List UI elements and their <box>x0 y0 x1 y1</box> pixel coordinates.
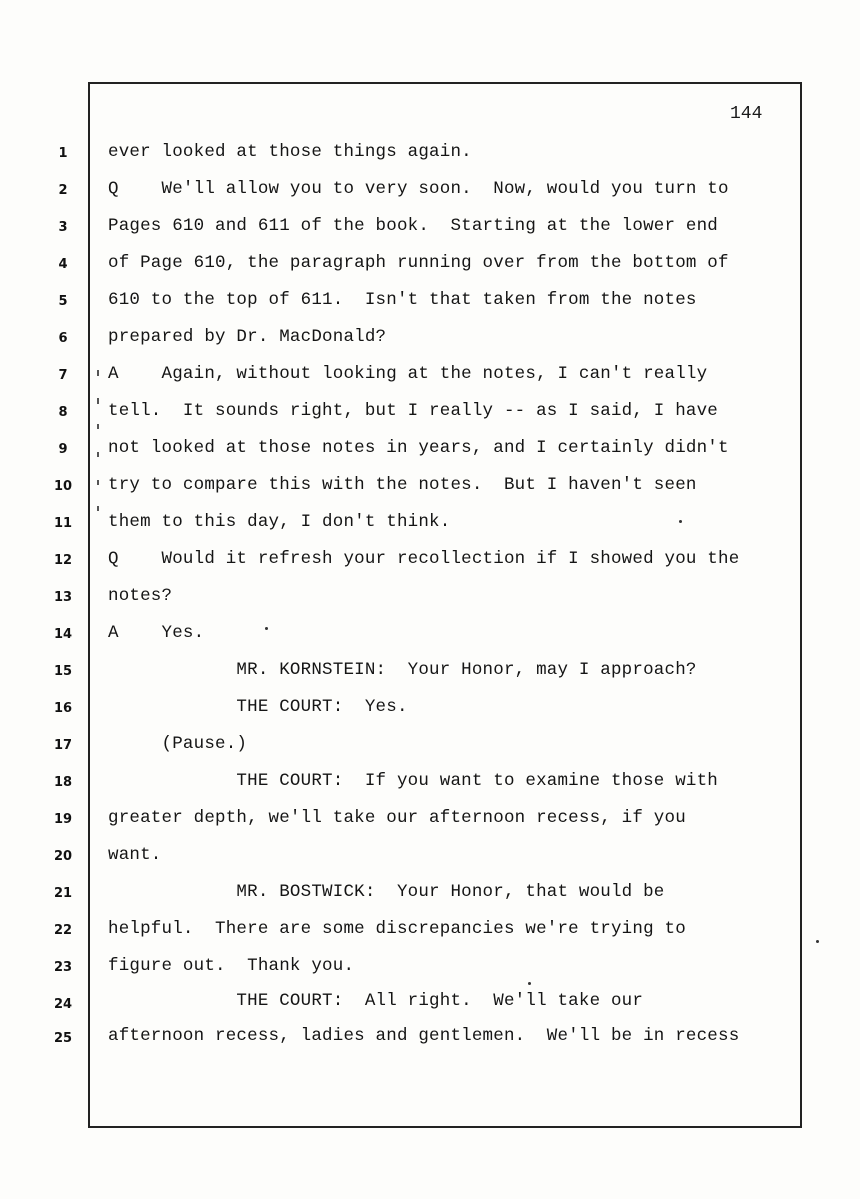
line-text: MR. BOSTWICK: Your Honor, that would be <box>108 882 665 902</box>
line-number: 6 <box>58 331 68 346</box>
margin-mark <box>97 452 99 457</box>
scan-speck <box>816 940 819 943</box>
line-text: A Again, without looking at the notes, I can't really <box>108 364 708 384</box>
line-text: try to compare this with the notes. But I haven't seen <box>108 475 697 495</box>
line-number: 16 <box>53 701 73 716</box>
line-text: figure out. Thank you. <box>108 956 355 976</box>
line-text: A Yes. <box>108 623 205 643</box>
line-text: THE COURT: If you want to examine those with <box>108 771 718 791</box>
line-text: THE COURT: Yes. <box>108 697 408 717</box>
line-number: 19 <box>53 812 73 827</box>
margin-mark <box>97 480 99 485</box>
line-number: 14 <box>53 627 73 642</box>
line-text: Q Would it refresh your recollection if I showed you the <box>108 549 740 569</box>
margin-mark <box>97 370 99 376</box>
line-text: not looked at those notes in years, and I certainly didn't <box>108 438 729 458</box>
line-number: 10 <box>53 479 73 494</box>
line-number: 17 <box>53 738 73 753</box>
line-number: 9 <box>58 442 68 457</box>
line-number: 3 <box>58 220 68 235</box>
line-text: 610 to the top of 611. Isn't that taken from the notes <box>108 290 697 310</box>
page-number: 144 <box>730 104 763 124</box>
line-number: 4 <box>58 257 68 272</box>
line-text: Q We'll allow you to very soon. Now, would you turn to <box>108 179 729 199</box>
line-number: 12 <box>53 553 73 568</box>
line-text: prepared by Dr. MacDonald? <box>108 327 387 347</box>
margin-mark <box>97 506 99 511</box>
line-number: 23 <box>53 960 73 975</box>
line-number: 21 <box>53 886 73 901</box>
margin-mark <box>97 424 99 429</box>
line-text: tell. It sounds right, but I really -- as I said, I have <box>108 401 718 421</box>
line-text: ever looked at those things again. <box>108 142 472 162</box>
line-text: greater depth, we'll take our afternoon recess, if you <box>108 808 686 828</box>
line-number: 20 <box>53 849 73 864</box>
line-number: 5 <box>58 294 68 309</box>
line-number: 11 <box>53 516 73 531</box>
scan-speck <box>528 982 531 985</box>
line-number: 22 <box>53 923 73 938</box>
line-text: them to this day, I don't think. <box>108 512 451 532</box>
line-text: Pages 610 and 611 of the book. Starting at the lower end <box>108 216 718 236</box>
line-number: 7 <box>58 368 68 383</box>
line-number: 13 <box>53 590 73 605</box>
line-number: 18 <box>53 775 73 790</box>
line-text: MR. KORNSTEIN: Your Honor, may I approach? <box>108 660 697 680</box>
line-number: 8 <box>58 405 68 420</box>
line-number: 25 <box>53 1031 73 1046</box>
line-number: 15 <box>53 664 73 679</box>
line-text: helpful. There are some discrepancies we're trying to <box>108 919 686 939</box>
margin-mark <box>97 398 99 404</box>
line-text: THE COURT: All right. We'll take our <box>108 991 644 1011</box>
line-number: 1 <box>58 146 68 161</box>
line-text: notes? <box>108 586 173 606</box>
line-number: 2 <box>58 183 68 198</box>
line-text: afternoon recess, ladies and gentlemen. We'll be in recess <box>108 1026 740 1046</box>
line-number: 24 <box>53 997 73 1012</box>
line-text: (Pause.) <box>108 734 248 754</box>
line-text: of Page 610, the paragraph running over from the bottom of <box>108 253 729 273</box>
line-text: want. <box>108 845 162 865</box>
